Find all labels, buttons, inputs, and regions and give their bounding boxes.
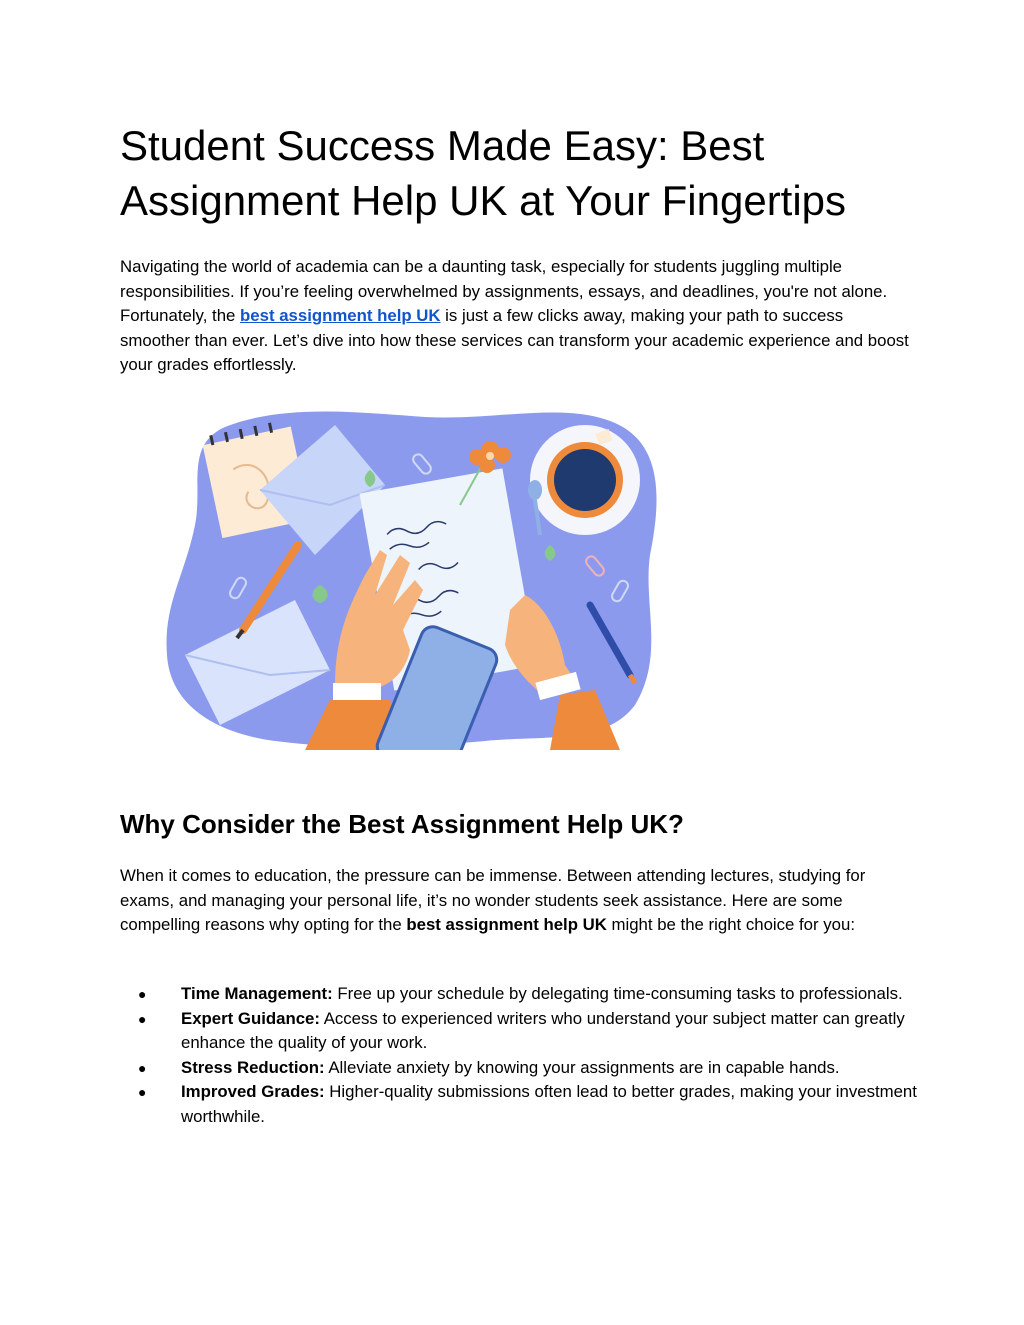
best-assignment-help-link[interactable]: best assignment help UK [240,306,441,325]
bullet-text: Higher-quality submissions often lead to better grades, making your investment worthwhile. [181,1082,917,1126]
bullet-icon: ● [138,1010,147,1027]
list-item [120,1056,920,1081]
reasons-bold-phrase: best assignment help UK [406,915,607,934]
student-writing-illustration [165,405,665,750]
article-title: Student Success Made Easy: Best Assignment Help UK at Your Fingertips [120,122,847,224]
reasons-text-part1: When it comes to education, the pressure can be immense. Between attending lectures, studying for exams, and managing your personal life, it’s no wonder students seek assistance. Here are some compelling reasons why opting for the [120,866,866,934]
reasons-text-part2: might be the right choice for you: [606,915,855,934]
bullet-term: Stress Reduction: [181,1057,325,1077]
bullet-text: Free up your schedule by delegating time-consuming tasks to professionals. [332,984,903,1003]
bullet-text: Alleviate anxiety by knowing your assignments are in capable hands. [324,1057,840,1077]
benefits-list [120,982,920,1129]
intro-text-part1: Navigating the world of academia can be a daunting task, especially for students juggling multiple responsibilities. If you’re feeling overwhelmed by assignments, essays, and deadlines, you're not alone. Fortunately, the [120,257,888,325]
bullet-text: Access to experienced writers who understand your subject matter can greatly enhance the quality of your work. [181,1008,905,1052]
bullet-icon: ● [138,1084,147,1100]
bullet-term: Expert Guidance: [181,1008,320,1028]
bullet-term: Time Management: [181,984,333,1003]
list-item [120,982,920,1007]
bullet-icon: ● [138,1059,147,1076]
list-item [120,1080,920,1129]
intro-text-part2: is just a few clicks away, making your path to success smoother than ever. Let’s dive into how these services can transform your academic experience and boost your grades effortlessly. [120,306,909,374]
section-heading: Why Consider the Best Assignment Help UK? [120,809,684,839]
bullet-icon: ● [138,986,147,1002]
list-item [120,1007,920,1056]
reasons-paragraph [120,864,910,938]
intro-paragraph [120,255,910,378]
bullet-term: Improved Grades: [181,1082,325,1101]
